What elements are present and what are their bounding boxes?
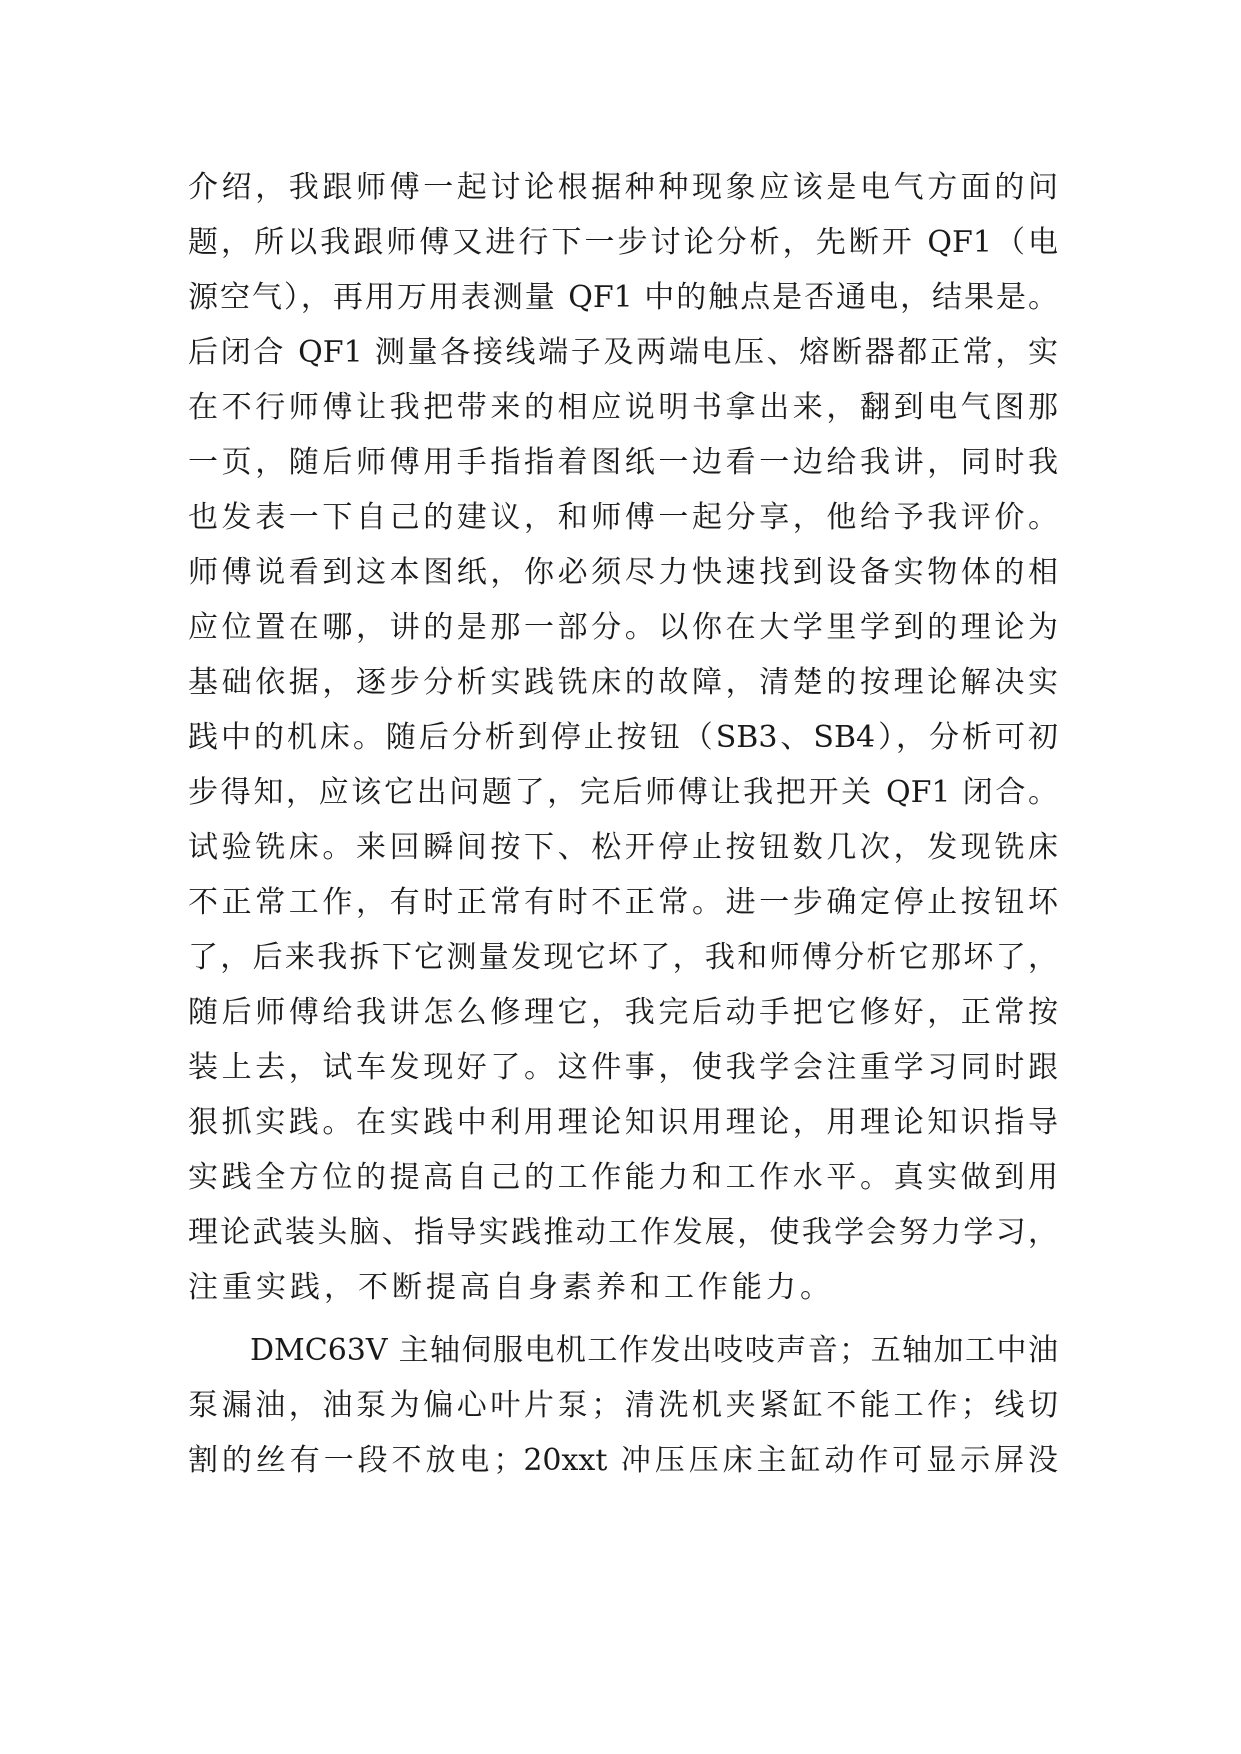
text-line: 基础依据，逐步分析实践铣床的故障，清楚的按理论解决实 — [188, 665, 1058, 700]
text-line: 理论武装头脑、指导实践推动工作发展，使我学会努力学习， — [188, 1215, 1058, 1250]
text-line: 注重实践，不断提高自身素养和工作能力。 — [188, 1270, 834, 1305]
text-line: 后闭合 QF1 测量各接线端子及两端电压、熔断器都正常，实 — [188, 335, 1058, 370]
text-line: 狠抓实践。在实践中利用理论知识用理论，用理论知识指导 — [188, 1105, 1058, 1140]
text-line: DMC63V 主轴伺服电机工作发出吱吱声音；五轴加工中油 — [250, 1333, 1058, 1368]
text-line: 步得知，应该它出问题了，完后师傅让我把开关 QF1 闭合。 — [188, 775, 1058, 810]
text-line: 应位置在哪，讲的是那一部分。以你在大学里学到的理论为 — [188, 610, 1058, 645]
paragraph-2 — [188, 1323, 1058, 1488]
text-line: 了，后来我拆下它测量发现它坏了，我和师傅分析它那坏了， — [188, 940, 1058, 975]
text-line: 题，所以我跟师傅又进行下一步讨论分析，先断开 QF1（电 — [188, 225, 1058, 260]
text-line: 随后师傅给我讲怎么修理它，我完后动手把它修好，正常按 — [188, 995, 1058, 1030]
text-line: 介绍，我跟师傅一起讨论根据种种现象应该是电气方面的问 — [188, 170, 1058, 205]
paragraph-1 — [188, 160, 1058, 1315]
paragraph-spacer — [188, 1315, 1058, 1323]
text-line: 也发表一下自己的建议，和师傅一起分享，他给予我评价。 — [188, 500, 1058, 535]
text-line: 实践全方位的提高自己的工作能力和工作水平。真实做到用 — [188, 1160, 1058, 1195]
text-line: 不正常工作，有时正常有时不正常。进一步确定停止按钮坏 — [188, 885, 1058, 920]
document-body — [188, 160, 1058, 1488]
text-line: 泵漏油，油泵为偏心叶片泵；清洗机夹紧缸不能工作；线切 — [188, 1388, 1058, 1423]
text-line: 装上去，试车发现好了。这件事，使我学会注重学习同时跟 — [188, 1050, 1058, 1085]
text-line: 践中的机床。随后分析到停止按钮（SB3、SB4），分析可初 — [188, 720, 1058, 755]
text-line: 师傅说看到这本图纸，你必须尽力快速找到设备实物体的相 — [188, 555, 1058, 590]
text-line: 源空气），再用万用表测量 QF1 中的触点是否通电，结果是。 — [188, 280, 1058, 315]
text-line: 试验铣床。来回瞬间按下、松开停止按钮数几次，发现铣床 — [188, 830, 1058, 865]
text-line: 一页，随后师傅用手指指着图纸一边看一边给我讲，同时我 — [188, 445, 1058, 480]
text-line: 割的丝有一段不放电；20xxt 冲压压床主缸动作可显示屏没 — [188, 1443, 1058, 1478]
text-line: 在不行师傅让我把带来的相应说明书拿出来，翻到电气图那 — [188, 390, 1058, 425]
